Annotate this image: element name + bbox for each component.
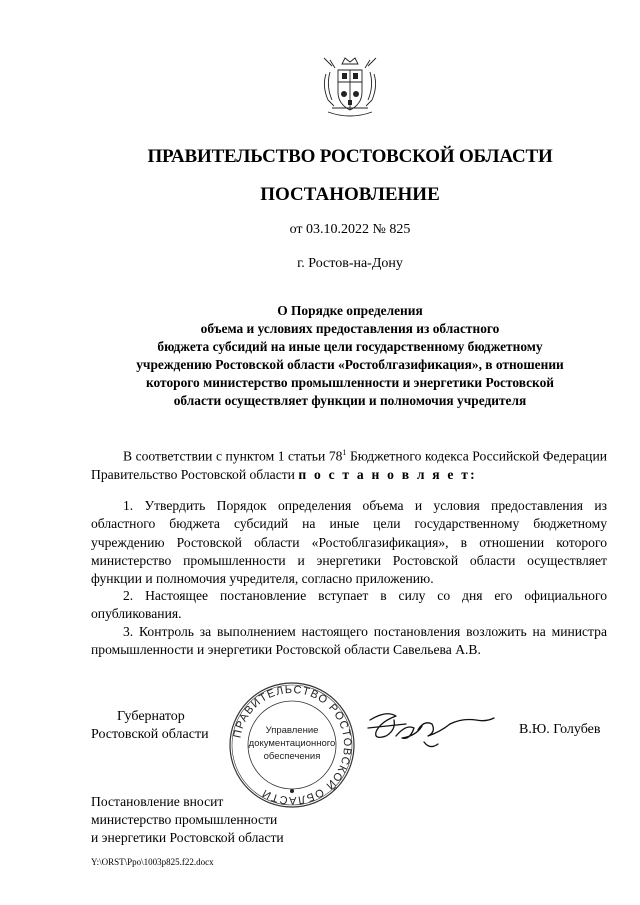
seal-outer-text: ПРАВИТЕЛЬСТВО РОСТОВСКОЙ ОБЛАСТИ: [231, 683, 354, 807]
signer-name: В.Ю. Голубев: [519, 722, 601, 737]
seal-inner-text: Управление: [265, 725, 319, 736]
official-seal-stamp: [228, 681, 356, 809]
submitted-by-line: Постановление вносит: [91, 794, 224, 809]
signer-position-line: Ростовской области: [91, 727, 209, 742]
item-1-paragraph: 1. Утвердить Порядок определения объема и условия предоставления из областного бюджета субсидий на иные цели государственному бюджетному учреждению Ростовской области «Ростоблгазификация», в отношении которого министерство промышленности и энергетики Ростовской области осуществляет функции и полномочия учредителя, согласно приложению.: [91, 498, 607, 587]
item-2-paragraph: 2. Настоящее постановление вступает в силу со дня его официального опубликования.: [91, 588, 607, 622]
government-title: ПРАВИТЕЛЬСТВО РОСТОВСКОЙ ОБЛАСТИ: [147, 146, 553, 167]
subject-line: области осуществляет функции и полномочия учредителя: [173, 393, 527, 408]
submitted-by-line: и энергетики Ростовской области: [91, 830, 284, 845]
seal-inner-text: обеспечения: [263, 751, 321, 762]
document-subject: [100, 302, 600, 410]
article-superscript: 1: [342, 448, 347, 457]
signer-position-line: Губернатор: [117, 709, 185, 724]
submitted-by-line: министерство промышленности: [91, 812, 278, 827]
item-3-paragraph: 3. Контроль за выполнением настоящего постановления возложить на министра промышленности и энергетики Ростовской области Савельева А.В.: [91, 624, 607, 658]
subject-line: бюджета субсидий на иные цели государственному бюджетному: [157, 339, 543, 354]
submitted-by-block: [91, 793, 284, 847]
subject-line: объема и условиях предоставления из областного: [200, 321, 500, 336]
document-type-title: ПОСТАНОВЛЕНИЕ: [260, 184, 440, 205]
signer-position: [91, 708, 209, 744]
intro-paragraph: [91, 444, 607, 484]
resolves-word: п о с т а н о в л я е т:: [298, 466, 477, 482]
document-city: г. Ростов-на-Дону: [297, 256, 403, 271]
handwritten-signature: [366, 706, 496, 760]
coat-of-arms-icon: [318, 56, 382, 122]
intro-text: В соответствии с пунктом 1 статьи 78: [123, 448, 343, 464]
subject-line: которого министерство промышленности и энергетики Ростовской: [145, 375, 555, 390]
file-path: Y:\ORST\Ppo\1003p825.f22.docx: [91, 857, 214, 867]
seal-inner-text: документационного: [248, 738, 336, 749]
document-date-number: от 03.10.2022 № 825: [289, 222, 411, 237]
intro-text-continued: Бюджетного кодекса Российской Федерации Правительство Ростовской области: [91, 448, 607, 482]
subject-line: О Порядке определения: [277, 303, 423, 318]
subject-line: учреждению Ростовской области «Ростоблгазификация», в отношении: [136, 357, 564, 372]
